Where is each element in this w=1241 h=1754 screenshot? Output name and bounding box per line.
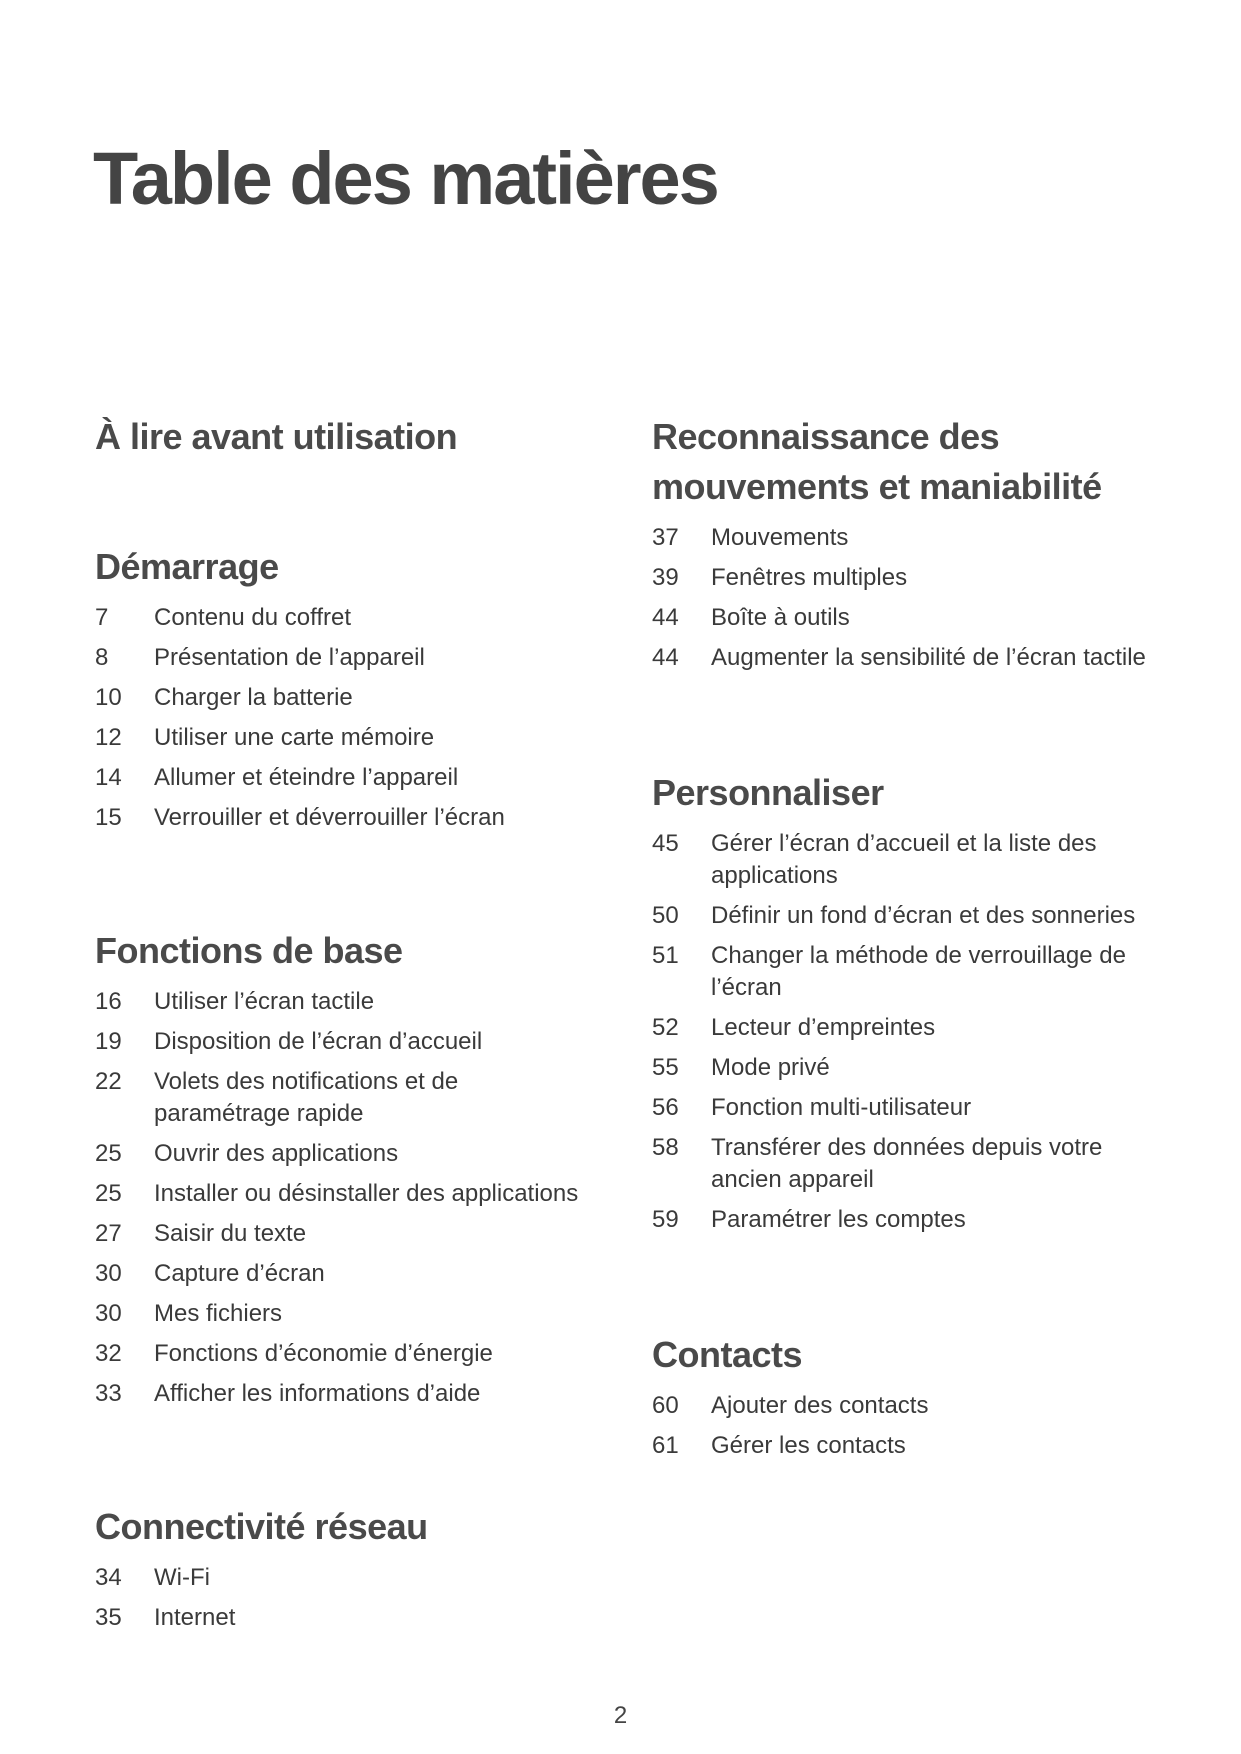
toc-page-number: 27	[95, 1220, 122, 1247]
toc-entry[interactable]	[652, 1092, 1152, 1124]
toc-entry[interactable]	[95, 682, 595, 714]
toc-entry-title: Afficher les informations d’aide	[154, 1380, 481, 1407]
toc-entry-title: Définir un fond d’écran et des sonneries	[711, 902, 1136, 929]
toc-entry[interactable]	[652, 1052, 1152, 1084]
toc-entry[interactable]	[652, 1430, 1152, 1462]
toc-entry[interactable]	[95, 1258, 595, 1290]
toc-entry-title: Utiliser l’écran tactile	[154, 988, 375, 1015]
toc-entry-title: Wi-Fi	[154, 1564, 210, 1591]
toc-entry-title: Ajouter des contacts	[711, 1392, 929, 1419]
toc-page-number: 55	[652, 1054, 679, 1081]
toc-entry[interactable]	[95, 802, 595, 834]
section-heading[interactable]: Démarrage	[95, 546, 279, 587]
section-demarrage	[95, 542, 595, 834]
toc-page-number: 37	[652, 524, 679, 551]
toc-page-number: 44	[652, 604, 679, 631]
toc-entry[interactable]	[652, 562, 1152, 594]
toc-entry-title: Gérer l’écran d’accueil et la liste des applications	[711, 830, 1097, 889]
section-heading[interactable]: À lire avant utilisation	[95, 416, 458, 457]
toc-page-number: 51	[652, 942, 679, 969]
toc-page-number: 14	[95, 764, 122, 791]
section-heading[interactable]: Personnaliser	[652, 772, 884, 813]
toc-entry[interactable]	[652, 828, 1152, 892]
toc-entry-title: Mouvements	[711, 524, 849, 551]
toc-entry[interactable]	[95, 1602, 595, 1634]
toc-entry[interactable]	[652, 602, 1152, 634]
toc-entry[interactable]	[652, 1204, 1152, 1236]
toc-column-left	[95, 412, 595, 1642]
toc-entry-title: Fonction multi-utilisateur	[711, 1094, 972, 1121]
toc-page-number: 15	[95, 804, 122, 831]
toc-page-number: 61	[652, 1432, 679, 1459]
toc-entry-title: Lecteur d’empreintes	[711, 1014, 936, 1041]
toc-entry[interactable]	[95, 1562, 595, 1594]
toc-entry-title: Installer ou désinstaller des applications	[154, 1180, 579, 1207]
toc-page-number: 34	[95, 1564, 122, 1591]
toc-page-number: 52	[652, 1014, 679, 1041]
toc-entry-title: Internet	[154, 1604, 236, 1631]
toc-page-number: 44	[652, 644, 679, 671]
toc-entry-title: Saisir du texte	[154, 1220, 307, 1247]
toc-page-number: 16	[95, 988, 122, 1015]
toc-page-number: 39	[652, 564, 679, 591]
toc-page-number: 35	[95, 1604, 122, 1631]
toc-entry[interactable]	[95, 602, 595, 634]
toc-entry[interactable]	[652, 940, 1152, 1004]
section-heading[interactable]: Connectivité réseau	[95, 1506, 428, 1547]
toc-entry[interactable]	[652, 1012, 1152, 1044]
toc-entry-title: Paramétrer les comptes	[711, 1206, 966, 1233]
toc-page-number: 56	[652, 1094, 679, 1121]
toc-page-number: 45	[652, 830, 679, 857]
toc-page-number: 7	[95, 604, 109, 631]
toc-entry[interactable]	[95, 722, 595, 754]
toc-entry[interactable]	[652, 900, 1152, 932]
toc-entry-title: Disposition de l’écran d’accueil	[154, 1028, 483, 1055]
toc-page-number: 60	[652, 1392, 679, 1419]
toc-page-number: 50	[652, 902, 679, 929]
toc-entry-title: Charger la batterie	[154, 684, 353, 711]
toc-entry-title: Volets des notifications et de paramétrage rapide	[154, 1068, 459, 1127]
toc-entry-title: Transférer des données depuis votre ancien appareil	[711, 1134, 1103, 1193]
toc-page-number: 10	[95, 684, 122, 711]
toc-page-number: 8	[95, 644, 109, 671]
toc-entry-title: Fenêtres multiples	[711, 564, 908, 591]
toc-page-number: 32	[95, 1340, 122, 1367]
section-fonctions-de-base	[95, 926, 595, 1410]
toc-entry-title: Changer la méthode de verrouillage de l’écran	[711, 942, 1126, 1001]
toc-entry[interactable]	[95, 642, 595, 674]
section-connectivite-reseau	[95, 1502, 595, 1634]
toc-entry[interactable]	[95, 1378, 595, 1410]
toc-entry-title: Ouvrir des applications	[154, 1140, 399, 1167]
page-title: Table des matières	[93, 137, 718, 220]
toc-entry[interactable]	[95, 1178, 595, 1210]
toc-entry-title: Mes fichiers	[154, 1300, 283, 1327]
section-reconnaissance-des-mouvements	[652, 412, 1152, 674]
toc-entry-title: Capture d’écran	[154, 1260, 325, 1287]
toc-entry-title: Contenu du coffret	[154, 604, 352, 631]
section-heading[interactable]: Reconnaissance des mouvements et maniabilité	[652, 416, 1102, 507]
toc-entry-title: Fonctions d’économie d’énergie	[154, 1340, 493, 1367]
toc-entry-title: Augmenter la sensibilité de l’écran tactile	[711, 644, 1146, 671]
toc-entry-title: Gérer les contacts	[711, 1432, 906, 1459]
toc-page-number: 59	[652, 1206, 679, 1233]
section-heading[interactable]: Fonctions de base	[95, 930, 403, 971]
toc-entry[interactable]	[652, 1390, 1152, 1422]
toc-page-number: 25	[95, 1180, 122, 1207]
toc-entry[interactable]	[95, 762, 595, 794]
toc-entry[interactable]	[95, 1138, 595, 1170]
toc-entry-title: Verrouiller et déverrouiller l’écran	[154, 804, 505, 831]
toc-page-number: 25	[95, 1140, 122, 1167]
toc-column-right	[652, 412, 1152, 1470]
toc-page-number: 22	[95, 1068, 122, 1095]
toc-entry[interactable]	[95, 1298, 595, 1330]
page-number: 2	[613, 1702, 628, 1729]
toc-page-number: 30	[95, 1300, 122, 1327]
toc-page-number: 30	[95, 1260, 122, 1287]
section-contacts	[652, 1330, 1152, 1462]
section-personnaliser	[652, 768, 1152, 1236]
toc-entry[interactable]	[95, 1338, 595, 1370]
toc-page-number: 33	[95, 1380, 122, 1407]
toc-entry-title: Utiliser une carte mémoire	[154, 724, 435, 751]
toc-entry[interactable]	[95, 1218, 595, 1250]
toc-entry[interactable]	[652, 522, 1152, 554]
toc-page-number: 19	[95, 1028, 122, 1055]
toc-entry[interactable]	[652, 642, 1152, 674]
toc-entry[interactable]	[95, 1066, 595, 1130]
toc-page-number: 58	[652, 1134, 679, 1161]
toc-entry-title: Présentation de l’appareil	[154, 644, 425, 671]
toc-entry-title: Boîte à outils	[711, 604, 850, 631]
toc-page-number: 12	[95, 724, 122, 751]
toc-entry-title: Allumer et éteindre l’appareil	[154, 764, 459, 791]
section-lire-avant-utilisation	[95, 412, 595, 462]
toc-entry-title: Mode privé	[711, 1054, 830, 1081]
toc-entry[interactable]	[95, 1026, 595, 1058]
toc-entry[interactable]	[95, 986, 595, 1018]
toc-entry[interactable]	[652, 1132, 1152, 1196]
section-heading[interactable]: Contacts	[652, 1334, 803, 1375]
